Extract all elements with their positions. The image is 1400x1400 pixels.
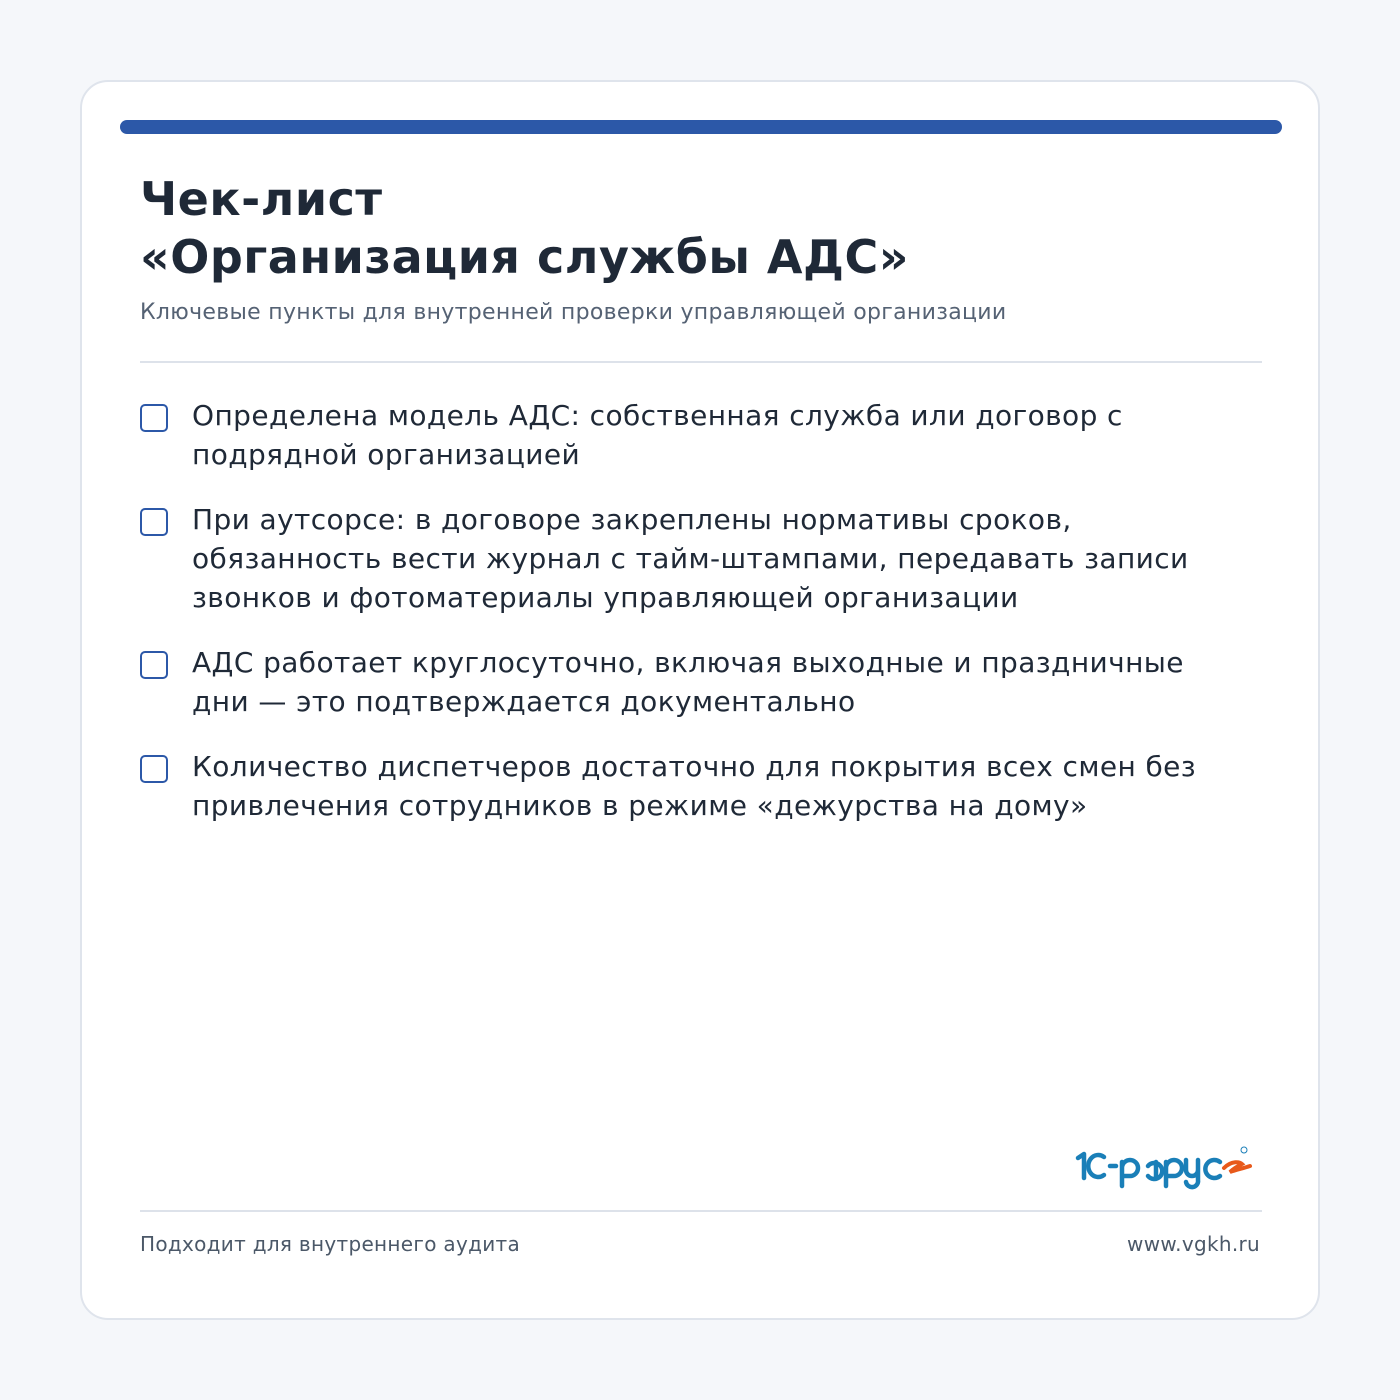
checkbox[interactable] — [140, 404, 168, 432]
subtitle: Ключевые пункты для внутренней проверки управляющей организации — [140, 300, 1007, 325]
footer-note: Подходит для внутреннего аудита — [140, 1232, 521, 1256]
checkbox[interactable] — [140, 755, 168, 783]
footer-divider — [140, 1210, 1262, 1212]
title-line-2: «Организация службы АДС» — [140, 230, 909, 284]
checklist-item — [140, 643, 1220, 721]
page-title — [140, 170, 909, 286]
header-divider — [140, 361, 1262, 363]
checklist-item-text: Определена модель АДС: собственная служба или договор с подрядной организацией — [192, 399, 1123, 471]
checkbox[interactable] — [140, 651, 168, 679]
checklist-item-text: АДС работает круглосуточно, включая выходные и праздничные дни — это подтверждается документально — [192, 646, 1184, 718]
checklist-item — [140, 500, 1220, 617]
checklist-item-text: При аутсорсе: в договоре закреплены нормативы сроков, обязанность вести журнал с тайм-штампами, передавать записи звонков и фотоматериалы управляющей организации — [192, 503, 1189, 614]
website-link[interactable]: www.vgkh.ru — [1127, 1232, 1260, 1256]
checklist — [140, 396, 1220, 851]
checklist-item — [140, 747, 1220, 825]
checkbox[interactable] — [140, 508, 168, 536]
checklist-item — [140, 396, 1220, 474]
checklist-item-text: Количество диспетчеров достаточно для покрытия всех смен без привлечения сотрудников в режиме «дежурства на дому» — [192, 750, 1197, 822]
1c-rarus-logo-icon — [1074, 1142, 1264, 1192]
checklist-card — [80, 80, 1320, 1320]
accent-bar — [120, 120, 1282, 134]
title-line-1: Чек-лист — [140, 172, 383, 226]
